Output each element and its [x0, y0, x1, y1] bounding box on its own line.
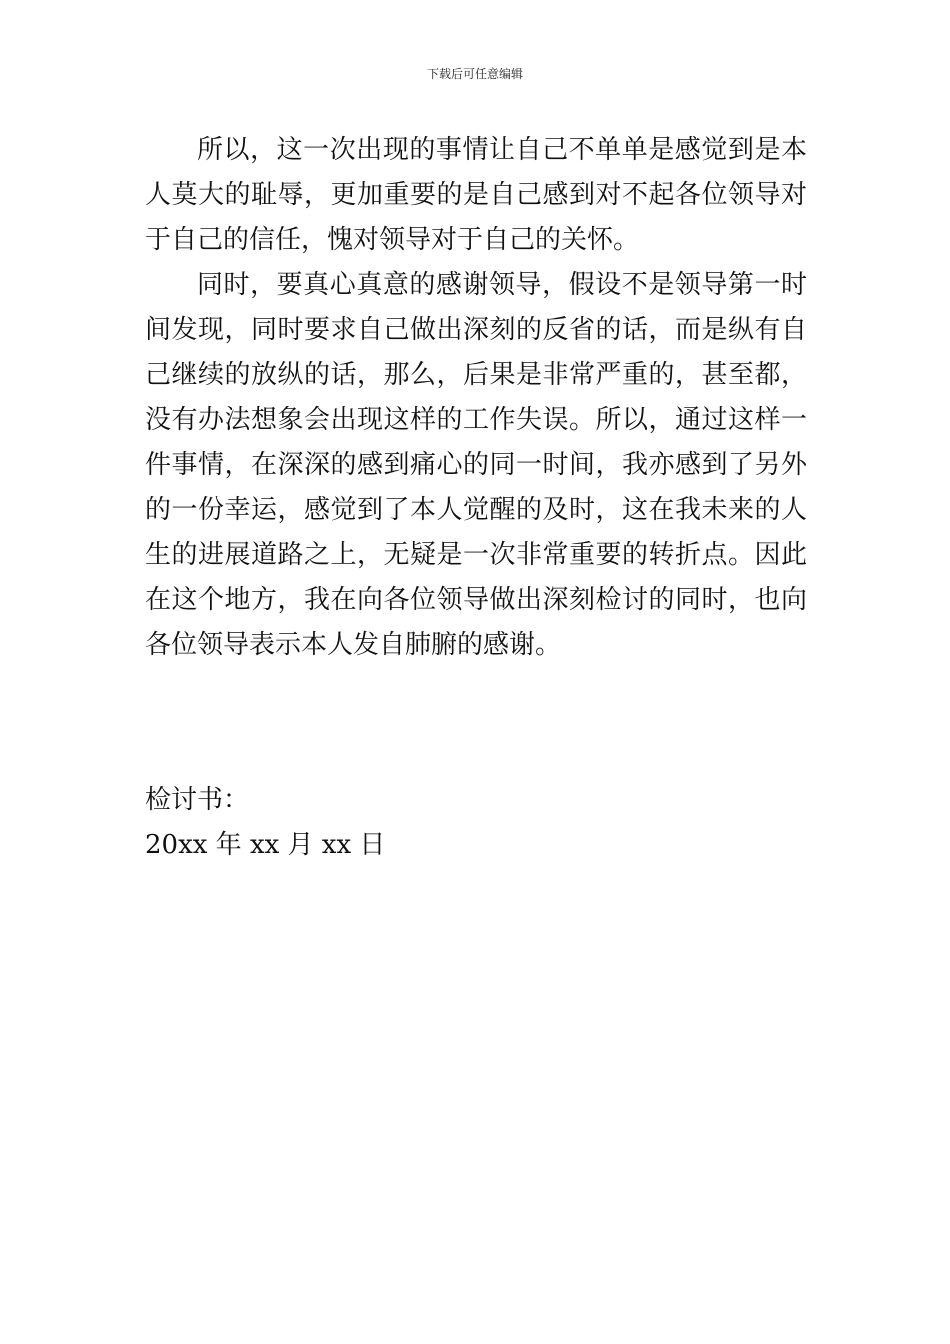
- document-body: [145, 128, 807, 668]
- signoff-date: 20xx 年 xx 月 xx 日: [145, 830, 386, 860]
- paragraph-2: 同时，要真心真意的感谢领导，假设不是领导第一时间发现，同时要求自己做出深刻的反省的话，而是纵有自己继续的放纵的话，那么，后果是非常严重的，甚至都，没有办法想象会出现这样的工作失误。所以，通过这样一件事情，在深深的感到痛心的同一时间，我亦感到了另外的一份幸运，感觉到了本人觉醒的及时，这在我未来的人生的进展道路之上，无疑是一次非常重要的转折点。因此在这个地方，我在向各位领导做出深刻检讨的同时，也向各位领导表示本人发自肺腑的感谢。: [145, 270, 807, 660]
- signoff-label: 检讨书：: [145, 785, 250, 815]
- paragraph-1: 所以，这一次出现的事情让自己不单单是感觉到是本人莫大的耻辱，更加重要的是自己感到对不起各位领导对于自己的信任，愧对领导对于自己的关怀。: [145, 135, 807, 255]
- signoff-block: [145, 778, 807, 868]
- page-header-note: 下载后可任意编辑: [426, 67, 523, 81]
